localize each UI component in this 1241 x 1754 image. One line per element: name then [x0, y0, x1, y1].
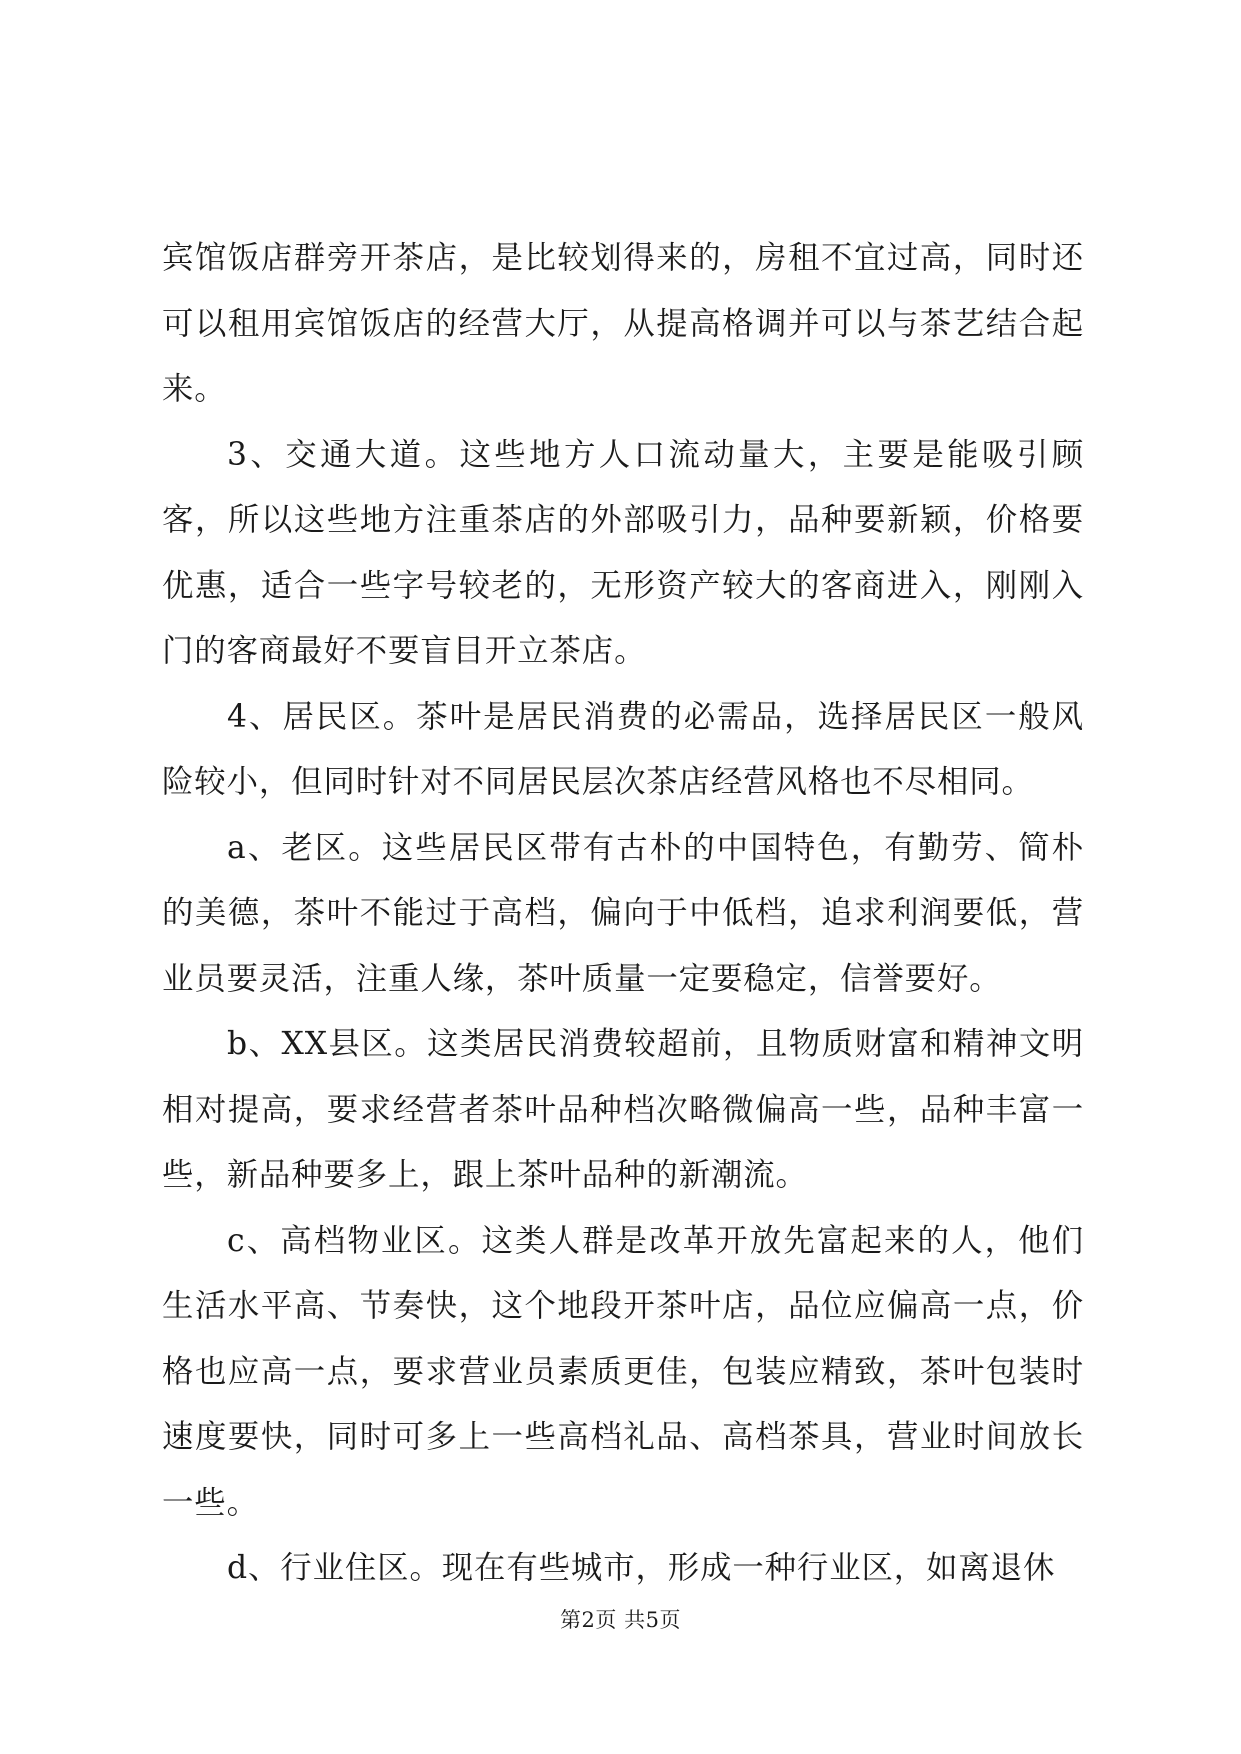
- paragraph-traffic-avenue: 3、交通大道。这些地方人口流动量大，主要是能吸引顾客，所以这些地方注重茶店的外部吸引力，品种要新颖，价格要优惠，适合一些字号较老的，无形资产较大的客商进入，刚刚入门的客商最好不要盲目开立茶店。: [162, 436, 1084, 669]
- paragraph-continuation: 宾馆饭店群旁开茶店，是比较划得来的，房租不宜过高，同时还可以租用宾馆饭店的经营大厅，从提高格调并可以与茶艺结合起来。: [162, 240, 1084, 407]
- paragraph-industry-residence: d、行业住区。现在有些城市，形成一种行业区，如离退休: [227, 1550, 1056, 1586]
- document-body: [162, 226, 1084, 1602]
- paragraph-old-district: a、老区。这些居民区带有古朴的中国特色，有勤劳、简朴的美德，茶叶不能过于高档，偏向于中低档，追求利润要低，营业员要灵活，注重人缘，茶叶质量一定要稳定，信誉要好。: [162, 829, 1084, 997]
- page-number-footer: 第2页 共5页: [560, 1608, 681, 1632]
- paragraph-county-district: b、XX县区。这类居民消费较超前，且物质财富和精神文明相对提高，要求经营者茶叶品种档次略微偏高一些，品种丰富一些，新品种要多上，跟上茶叶品种的新潮流。: [162, 1026, 1084, 1193]
- paragraph-upscale-property: c、高档物业区。这类人群是改革开放先富起来的人，他们生活水平高、节奏快，这个地段开茶叶店，品位应偏高一点，价格也应高一点，要求营业员素质更佳，包装应精致，茶叶包装时速度要快，同时可多上一些高档礼品、高档茶具，营业时间放长一些。: [162, 1222, 1084, 1521]
- paragraph-residential-area: 4、居民区。茶叶是居民消费的必需品，选择居民区一般风险较小，但同时针对不同居民层次茶店经营风格也不尽相同。: [162, 698, 1084, 800]
